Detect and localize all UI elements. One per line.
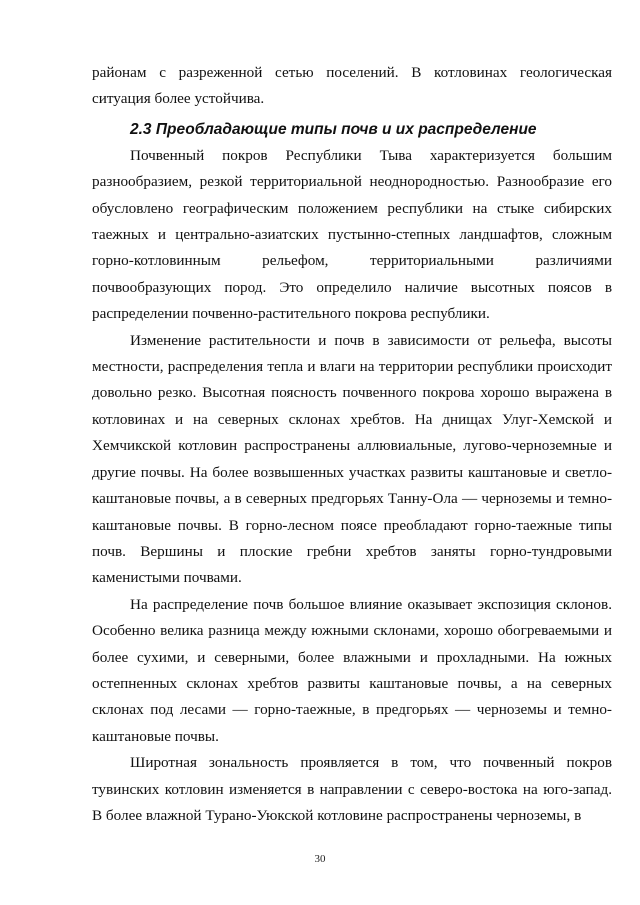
body-paragraph: Широтная зональность проявляется в том, что почвенный покров тувинских котловин изменяется в направлении с северо-востока на юго-запад. В более влажной Турано-Уюкской котловине распространены черноземы, в xyxy=(92,754,612,824)
body-paragraph: На распределение почв большое влияние оказывает экспозиция склонов. Особенно велика разница между южными склонами, хорошо обогреваемыми и более сухими, и северными, более влажными и прохладными. На южных остепненных склонах хребтов развиты каштановые почвы, а на северных склонах под лесами — горно-таежные, в предгорьях — черноземы и темно-каштановые почвы. xyxy=(92,595,612,745)
body-paragraph: Почвенный покров Республики Тыва характеризуется большим разнообразием, резкой территориальной неоднородностью. Разнообразие его обусловлено географическим положением республики на стыке сибирских таежных и центрально-азиатских пустынно-степных ландшафтов, сложным горно-котловинным рельефом, территориальными различиями почвообразующих пород. Это определило наличие высотных поясов в распределении почвенно-растительного покрова республики. xyxy=(92,146,612,323)
section-heading: 2.3 Преобладающие типы почв и их распределение xyxy=(130,120,537,138)
page-body xyxy=(92,60,612,829)
body-paragraph: Изменение растительности и почв в зависимости от рельефа, высоты местности, распределения тепла и влаги на территории республики происходит довольно резко. Высотная поясность почвенного покрова хорошо выражена в котловинах и на северных склонах хребтов. На днищах Улуг-Хемской и Хемчикской котловин распространены аллювиальные, лугово-черноземные и другие почвы. На более возвышенных участках развиты каштановые и светло-каштановые почвы, а в северных предгорьях Танну-Ола — черноземы и темно-каштановые почвы. В горно-лесном поясе преобладают горно-таежные типы почв. Вершины и плоские гребни хребтов заняты горно-тундровыми каменистыми почвами. xyxy=(92,331,612,587)
page-number: 30 xyxy=(314,853,326,865)
continuation-paragraph: районам с разреженной сетью поселений. В котловинах геологическая ситуация более устойчива. xyxy=(92,64,612,108)
